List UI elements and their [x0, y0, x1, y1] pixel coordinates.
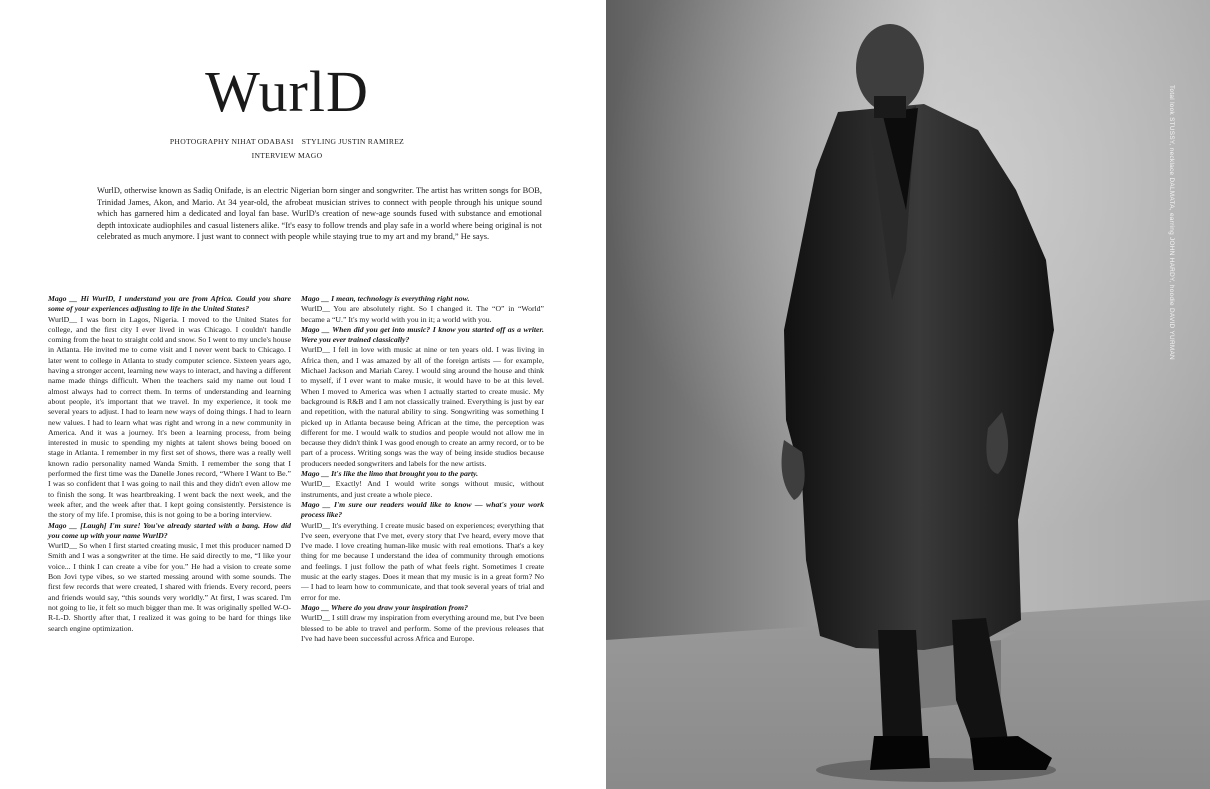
interview-credit: INTERVIEW MAGO [251, 151, 323, 160]
interview-question: Mago __ I mean, technology is everything right now. [301, 294, 470, 303]
interview-answer: WurlD__ I still draw my inspiration from everything around me, but I've been blessed to be able to travel and perform. Some of the previous releases that I've had have been successful across Africa and Europe. [301, 613, 544, 643]
interview-question: Mago __ When did you get into music? I know you started off as a writer. Were you ever trained classically? [301, 324, 544, 345]
styling-credit: STYLING JUSTIN RAMIREZ [301, 137, 405, 146]
interview-question: Mago __ It's like the limo that brought you to the party. [301, 469, 479, 479]
photo-credit: Total look STUSSY, necklace DALMATA, earring JOHN HARDY, hoodie DAVID YURMAN [1168, 85, 1175, 360]
interview-answer: WurlD__ It's everything. I create music based on experiences; everything that I've seen, everyone that I've met, every story that I've heard, every move that I've made. I love creating human-like music with real emotions. That's a key thing for me because I understand the idea of community through emotions and feelings. I just follow the path of what feels right. Sometimes I create music at the early stages. Does it mean that my music is in a great form? No — I had to learn how to communicate, and that took several years of trial and error for me. [301, 520, 544, 602]
interview-question: Mago __ I'm sure our readers would like to know — what's your work process like? [301, 499, 544, 520]
interview-answer: WurlD__ Exactly! And I would write songs without music, without instruments, and just create a whole piece. [301, 479, 544, 499]
article-title: WurlD [205, 59, 369, 124]
interview-answer: WurlD__ You are absolutely right. So I changed it. The “O” in “World” became a “U.” It's my world with you in it; a world with you. [301, 304, 544, 324]
interview-answer: WurlD__ I was born in Lagos, Nigeria. I moved to the United States for college, and the first city I ever lived in was Chicago. I couldn't handle coming from the heat to straight cold and snow. So I went to my uncle's house in Atlanta. He invited me to come visit and I never went back to Chicago. I later went to college in Atlanta to study computer science. Sixteen years ago, having a stronger accent, learning new ways to interact, and having a different name made things difficult. When the teachers said my name out loud I almost always had to correct them. In terms of understanding and learning about people, it's important that we travel. In my experience, it took me several years to adjust. I had to learn new ways of doing things. I had to learn new values. I had to learn what was right and wrong in a new community in America. And it was a journey. It's been a learning process, from being interested in music to spending my nights at talent shows being booed on stage in Atlanta. I remember in my first set of shows, there was a really well known radio personality named Wanda Smith. I remember the song that I performed the first time was the Danelle Jones record, “Where I Want to Be.” I was so confident that I was going to nail this and they didn't even allow me to finish the song. It was heartbreaking. I went back the next week, and the week after, and the week after that. I kept going consistently. Persistence is the story of my life. I promise, this is not going to be a boring interview. [48, 314, 291, 520]
interview-question: Mago __ Hi WurlD, I understand you are from Africa. Could you share some of your experiences adjusting to life in the United States? [48, 294, 291, 314]
intro-paragraph: WurlD, otherwise known as Sadiq Onifade, is an electric Nigerian born singer and songwriter. The artist has written songs for BOB, Trinidad James, Akon, and Mario. At 34 year-old, the afrobeat musician strives to connect with people through his unique sound which has garnered him a dedicated and loyal fan base. WurlD's creation of new-age sounds fused with substance and emotional depth intoxicate audiophiles and casual listeners alike. “It's easy to follow trends and play safe in a world where being original is not celebrated as much anymore. I just want to connect with people while staying true to my art and my brand,” He says. [97, 186, 542, 242]
interview-question: Mago __ [Laugh] I'm sure! You've already started with a bang. How did you come up with your name WurlD? [48, 520, 291, 540]
neck [874, 96, 906, 118]
left-boot [870, 736, 930, 770]
credits-line-1 [0, 137, 574, 146]
interview-column-right [301, 294, 544, 644]
interview-answer: WurlD__ I fell in love with music at nine or ten years old. I was living in Africa then, and I was amazed by all of the foreign artists — for example, Michael Jackson and Mariah Carey. I would sing around the house and think to myself, if I ever want to make music, it would have to be at this level. When I moved to America was when I actually started to create music. My background is R&B and I am not classically trained. Everything is just by ear and repetition, with the natural ability to sing. Songwriting was something I picked up in Atlanta because being African at the time, the perception was different for me. I would walk to studios and people would not allow me in because they didn't think I was good enough to create an army record, or to be part of a process. Writing songs was the way of being inside studios because producers needed songwriters and labels for the new artists. [301, 345, 544, 468]
interview-question: Mago __ Where do you draw your inspiration from? [301, 602, 468, 612]
interview-column-left [48, 294, 291, 634]
photography-credit: PHOTOGRAPHY NIHAT ODABASI [169, 137, 294, 146]
portrait-photo [606, 0, 1210, 789]
interview-answer: WurlD__ So when I first started creating music, I met this producer named D Smith and I was a songwriter at the time. He said directly to me, “I like your voice... I think I can create a vibe for you.” He had a vision to create some Bon Jovi type vibes, so we started messing around with some sounds. The first few records that were created, I shared with friends. Every record, peers and friends would say, “this sounds very worldly.” At first, I was scared. I'm not going to lie, it felt so much bigger than me. It was originally spelled W-O-R-L-D. Shortly after that, I realized it was going to be hard for things like search engine optimization. [48, 541, 291, 633]
